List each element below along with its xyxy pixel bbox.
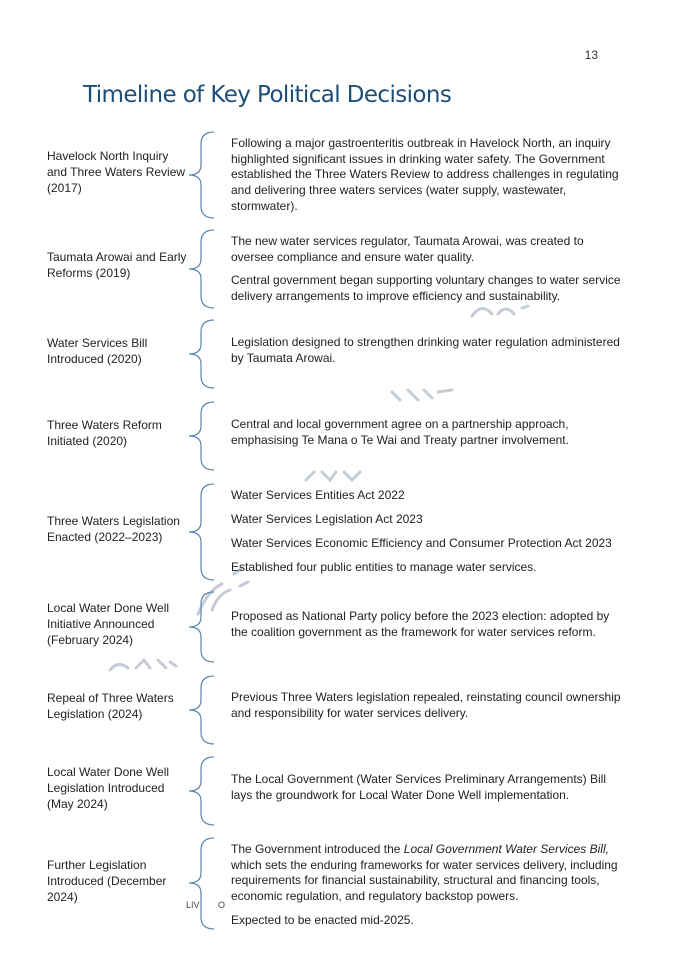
description-text: which sets the enduring frameworks for water services delivery, including requirements for financial sustainability, structural and financing tools, economic regulation, and regulatory backstop powers. bbox=[231, 857, 618, 904]
brace-connector bbox=[187, 755, 217, 827]
timeline-entry-label: Local Water Done Well Legislation Introduced (May 2024) bbox=[47, 765, 170, 811]
legislation-list-item: Water Services Economic Efficiency and Consumer Protection Act 2023 bbox=[231, 536, 612, 550]
brace-connector bbox=[187, 836, 217, 931]
timeline-entry-label: Havelock North Inquiry and Three Waters Review (2017) bbox=[47, 149, 186, 195]
legislation-list-item: Water Services Entities Act 2022 bbox=[231, 488, 405, 502]
description-paragraph: Central and local government agree on a partnership approach, emphasising Te Mana o Te Wai and Treaty partner involvement. bbox=[231, 417, 569, 447]
bill-name: Local Government Water Services Bill, bbox=[403, 842, 609, 856]
timeline-entry bbox=[0, 228, 675, 310]
timeline-entry-label: Further Legislation Introduced (December 2024) bbox=[47, 858, 167, 904]
description-paragraph: Expected to be enacted mid-2025. bbox=[231, 912, 414, 926]
timeline-entry-description bbox=[231, 772, 626, 803]
timeline-entry bbox=[0, 590, 675, 664]
timeline-entry bbox=[0, 674, 675, 746]
timeline-entry bbox=[0, 130, 675, 220]
legislation-list-item: Established four public entities to manage water services. bbox=[231, 560, 537, 574]
timeline-entry bbox=[0, 318, 675, 390]
description-paragraph: Central government began supporting voluntary changes to water service delivery arrangements to improve efficiency and sustainability. bbox=[231, 273, 621, 304]
timeline-entry-description bbox=[231, 488, 626, 584]
description-paragraph: The Local Government (Water Services Preliminary Arrangements) Bill lays the groundwork for Local Water Done Well implementation. bbox=[231, 772, 607, 802]
description-paragraph: Following a major gastroenteritis outbreak in Havelock North, an inquiry highlighted significant issues in drinking water safety. The Government established the Three Waters Review to address challenges in regulating and delivering three waters services (water supply, wastewater, stormwater). bbox=[231, 136, 619, 213]
brace-connector bbox=[187, 318, 217, 390]
brace-connector bbox=[187, 228, 217, 310]
description-paragraph: Previous Three Waters legislation repealed, reinstating council ownership and responsibility for water services delivery. bbox=[231, 690, 621, 720]
page-number: 13 bbox=[584, 48, 598, 62]
timeline-entry-description bbox=[231, 335, 626, 366]
brace-connector bbox=[187, 400, 217, 472]
description-text: The Government introduced the bbox=[231, 842, 404, 856]
brace-connector bbox=[187, 590, 217, 664]
description-paragraph: Legislation designed to strengthen drinking water regulation administered by Taumata Arowai. bbox=[231, 335, 620, 365]
timeline-entry bbox=[0, 755, 675, 827]
page-title: Timeline of Key Political Decisions bbox=[83, 82, 452, 108]
brace-connector bbox=[187, 482, 217, 582]
timeline-entry-label: Water Services Bill Introduced (2020) bbox=[47, 336, 148, 366]
timeline-entry-label: Taumata Arowai and Early Reforms (2019) bbox=[47, 250, 187, 280]
timeline-entry-description bbox=[231, 690, 626, 721]
description-paragraph: The new water services regulator, Taumata Arowai, was created to oversee compliance and ensure water quality. bbox=[231, 234, 584, 264]
timeline-entry-description bbox=[231, 842, 626, 926]
timeline-entry-label: Three Waters Reform Initiated (2020) bbox=[47, 418, 162, 448]
timeline-entry-description bbox=[231, 136, 626, 215]
timeline-entry-label: Repeal of Three Waters Legislation (2024) bbox=[47, 691, 174, 721]
legislation-list-item: Water Services Legislation Act 2023 bbox=[231, 512, 423, 526]
brace-connector bbox=[187, 130, 217, 220]
footer-fragment: LIV bbox=[186, 900, 200, 910]
timeline-entry-description bbox=[231, 609, 626, 640]
footer-fragment: O bbox=[218, 900, 226, 910]
timeline-entry-description bbox=[231, 234, 626, 304]
timeline-entry-label: Local Water Done Well Initiative Announced (February 2024) bbox=[47, 601, 170, 647]
timeline-entry bbox=[0, 482, 675, 582]
timeline-entry-description bbox=[231, 417, 626, 448]
timeline-entry bbox=[0, 836, 675, 931]
description-paragraph bbox=[231, 842, 626, 905]
description-paragraph: Proposed as National Party policy before the 2023 election: adopted by the coalition government as the framework for water services reform. bbox=[231, 609, 610, 639]
brace-connector bbox=[187, 674, 217, 746]
timeline-entry-label: Three Waters Legislation Enacted (2022–2023) bbox=[47, 514, 180, 544]
timeline-entry bbox=[0, 400, 675, 472]
